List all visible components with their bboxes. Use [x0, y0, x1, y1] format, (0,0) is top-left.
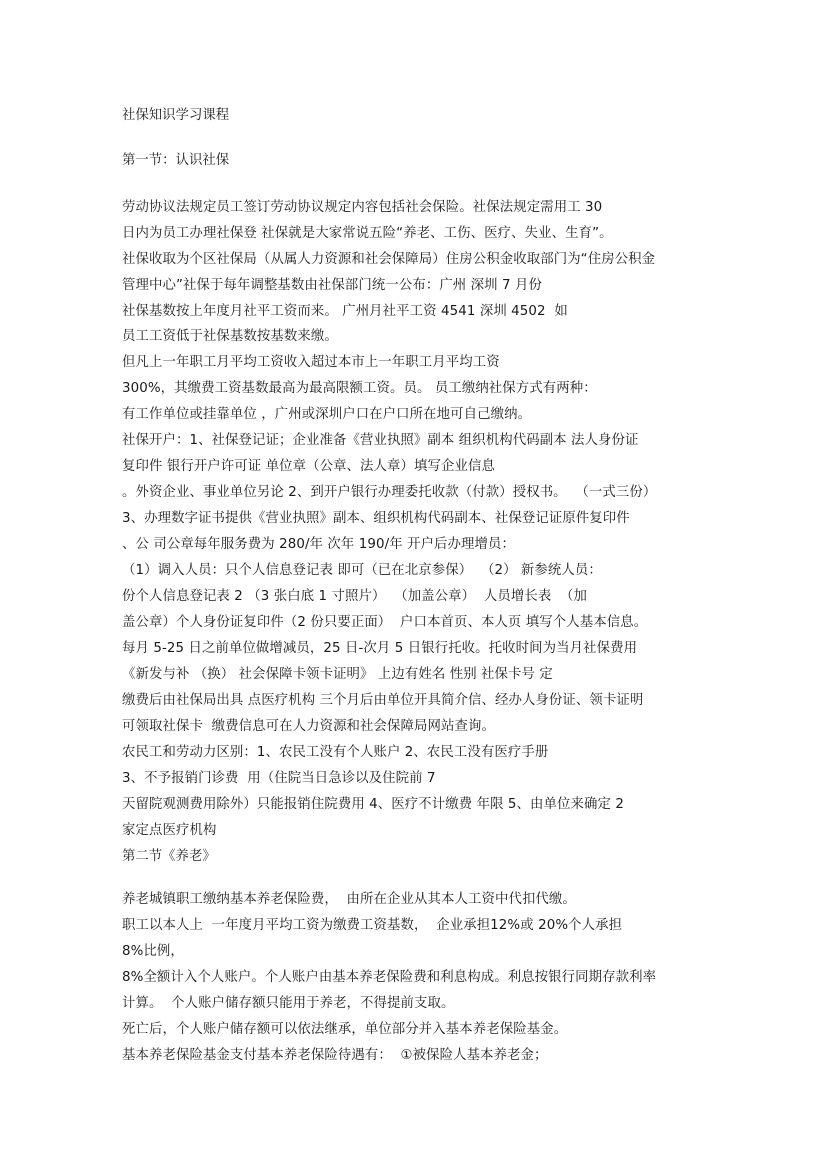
body-line: 但凡上一年职工月平均工资收入超过本市上一年职工月平均工资 — [122, 355, 500, 370]
body-line: 复印件 银行开户许可证 单位章（公章、法人章）填写企业信息 — [122, 459, 495, 474]
body-line: 天留院观测费用除外）只能报销住院费用 4、医疗不计缴费 年限 5、由单位来确定 2 — [122, 797, 624, 812]
body-line: 劳动协议法规定员工签订劳动协议规定内容包括社会保险。社保法规定需用工 30 — [122, 200, 603, 215]
body-line: 《新发与补 （换） 社会保障卡领卡证明》 上边有姓名 性别 社保卡号 定 — [122, 667, 553, 682]
document-title: 社保知识学习课程 — [122, 108, 230, 123]
body-line: 、公 司公章每年服务费为 280/年 次年 190/年 开户后办理增员： — [122, 537, 516, 552]
body-line: 员工工资低于社保基数按基数来缴。 — [122, 329, 338, 344]
body-line: （1）调入人员：只个人信息登记表 即可（已在北京参保） （2） 新参统人员： — [122, 563, 602, 578]
body-line: 社保开户：1、社保登记证；企业准备《营业执照》副本 组织机构代码副本 法人身份证 — [122, 433, 639, 448]
body-line: 8%全额计入个人账户。个人账户由基本养老保险费和利息构成。利息按银行同期存款利率 — [122, 970, 657, 985]
body-line: 3、不予报销门诊费 用（住院当日急诊以及住院前 7 — [122, 771, 436, 786]
body-line: 300%，其缴费工资基数最高为最高限额工资。员。 员工缴纳社保方式有两种： — [122, 381, 597, 396]
body-line: 计算。 个人账户储存额只能用于养老，不得提前支取。 — [122, 996, 455, 1011]
body-line: 社保基数按上年度月社平工资而来。 广州月社平工资 4541 深圳 4502 如 — [122, 304, 568, 319]
body-line: 职工以本人上 一年度月平均工资为缴费工资基数， 企业承担12%或 20%个人承担 — [122, 918, 623, 933]
body-line: 养老城镇职工缴纳基本养老保险费， 由所在企业从其本人工资中代扣代缴。 — [122, 892, 576, 907]
body-line: 社保收取为个区社保局（从属人力资源和社会保障局）住房公积金收取部门为“住房公积金 — [122, 252, 656, 267]
section-1-heading: 第一节：认识社保 — [122, 153, 230, 168]
body-line: 有工作单位或挂靠单位 ，广州或深圳户口在户口所在地可自己缴纳。 — [122, 407, 532, 422]
body-line: 日内为员工办理社保登 社保就是大家常说五险“养老、工伤、医疗、失业、生育”。 — [122, 226, 613, 241]
body-line: 农民工和劳动力区别：1、农民工没有个人账户 2、农民工没有医疗手册 — [122, 745, 549, 760]
section-2-heading: 第二节《养老》 — [122, 849, 216, 864]
body-line: 3、办理数字证书提供《营业执照》副本、组织机构代码副本、社保登记证原件复印件 — [122, 511, 630, 526]
body-line: 盖公章）个人身份证复印件（2 份只要正面） 户口本首页、本人页 填写个人基本信息。 — [122, 615, 648, 630]
body-line: 可领取社保卡 缴费信息可在人力资源和社会保障局网站查询。 — [122, 719, 495, 734]
body-line: 基本养老保险基金支付基本养老保险待遇有： ①被保险人基本养老金； — [122, 1048, 548, 1063]
body-line: 份个人信息登记表 2 （3 张白底 1 寸照片） （加盖公章） 人员增长表 （加 — [122, 589, 588, 604]
body-line: 管理中心”社保于每年调整基数由社保部门统一公布：广州 深圳 7 月份 — [122, 278, 542, 293]
body-line: 死亡后，个人账户储存额可以依法继承，单位部分并入基本养老保险基金。 — [122, 1022, 568, 1037]
body-line: 8%比例， — [122, 944, 184, 959]
body-line: 缴费后由社保局出具 点医疗机构 三个月后由单位开具简介信、经办人身份证、领卡证明 — [122, 693, 644, 708]
body-line: 。外资企业、事业单位另论 2、到开户银行办理委托收款（付款）授权书。 （一式三份） — [122, 485, 657, 500]
body-line: 每月 5-25 日之前单位做增减员，25 日-次月 5 日银行托收。托收时间为当月社保费用 — [122, 641, 638, 656]
body-line: 家定点医疗机构 — [122, 823, 217, 838]
